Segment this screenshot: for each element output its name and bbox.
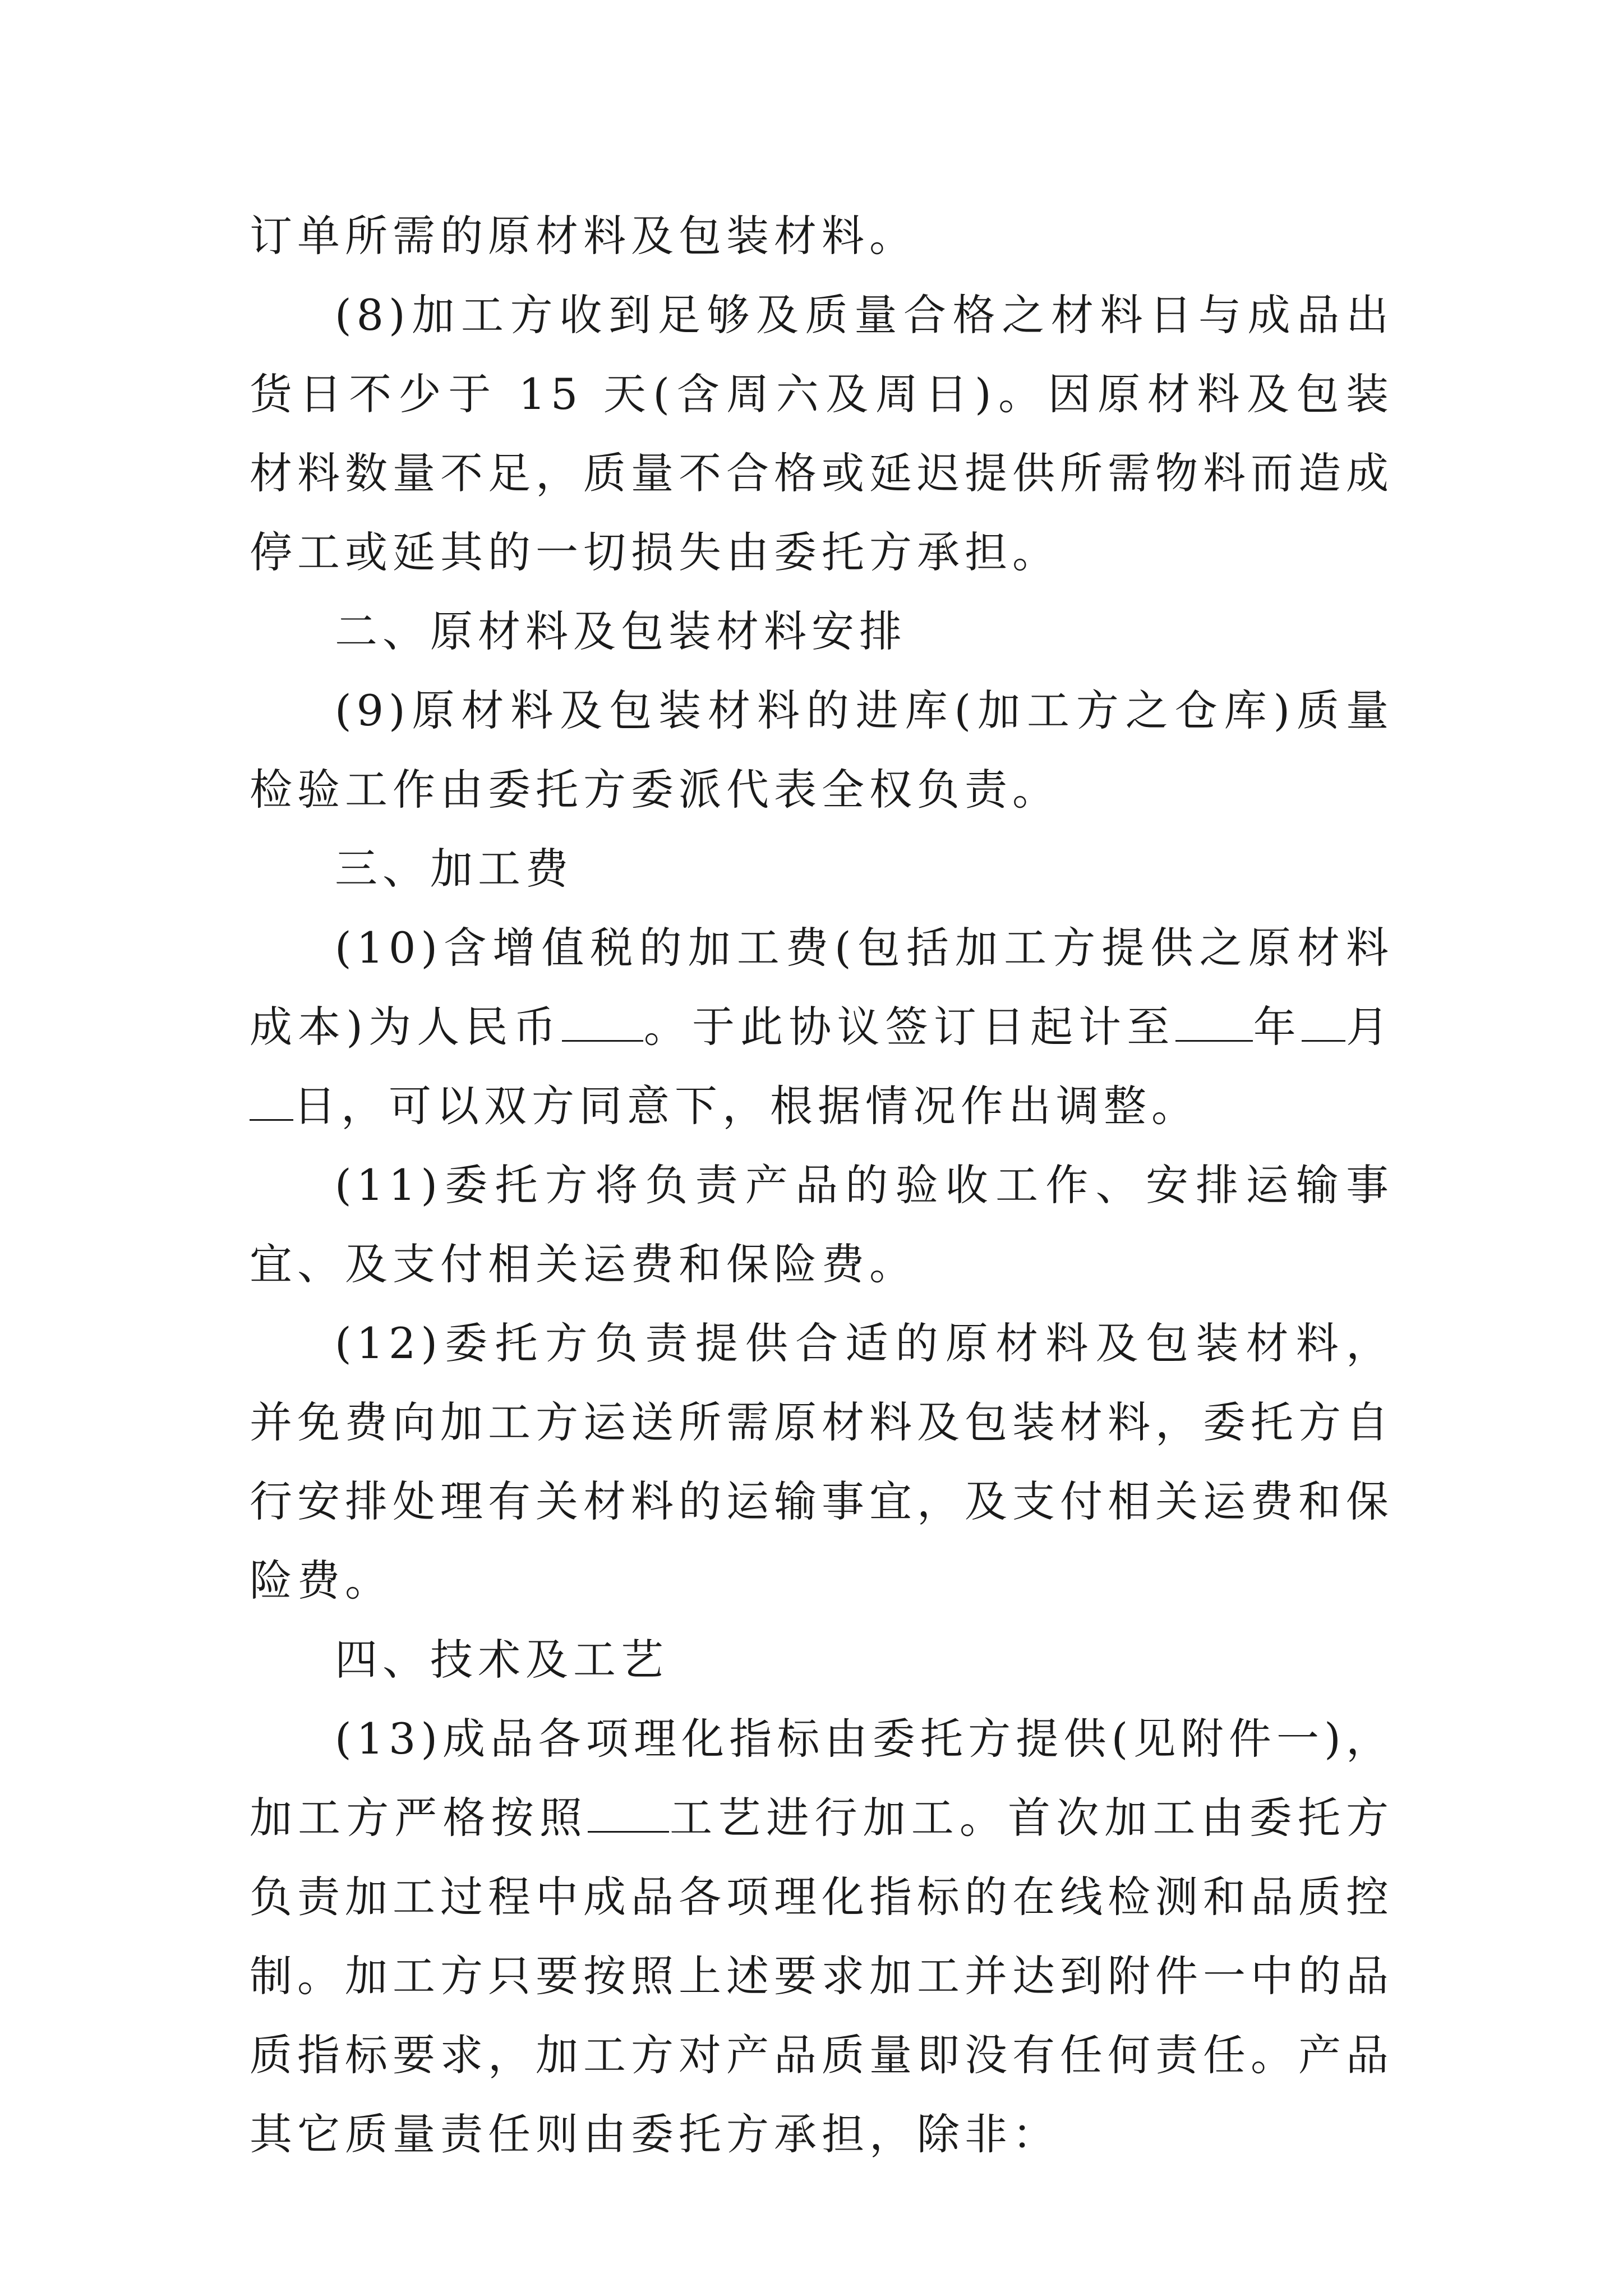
month-blank	[1302, 1005, 1345, 1042]
clause-10-text-1: (10)含增值税的加工费(包括加工方提供之原材料成本)为人民币	[250, 923, 1394, 1052]
clause-10-text-5: 日，可以双方同意下，根据情况作出调整。	[293, 1081, 1199, 1131]
clause-13	[250, 1699, 1394, 2174]
clause-13-text-2: 工艺进行加工。首次加工由委托方负责加工过程中成品各项理化指标的在线检测和品质控制。加工方只要按照上述要求加工并达到附件一中的品质指标要求，加工方对产品质量即没有任何责任。产品其它质量责任则由委托方承担，除非：	[250, 1793, 1394, 2159]
section-heading-technology: 四、技术及工艺	[335, 1635, 668, 1685]
process-blank	[588, 1796, 669, 1833]
clause-10	[250, 908, 1394, 1145]
section-heading-processing-fee: 三、加工费	[335, 844, 573, 894]
document-body	[250, 196, 1394, 2174]
clause-13-text-1: (13)成品各项理化指标由委托方提供(见附件一)，加工方严格按照	[250, 1714, 1394, 1843]
clause-10-year-label: 年	[1252, 1002, 1302, 1052]
clause-10-month-label: 月	[1345, 1002, 1394, 1052]
amount-blank	[562, 1005, 643, 1042]
clause-12: (12)委托方负责提供合适的原材料及包装材料，并免费向加工方运送所需原材料及包装材料，委托方自行安排处理有关材料的运输事宜，及支付相关运费和保险费。	[250, 1318, 1394, 1605]
clause-11: (11)委托方将负责产品的验收工作、安排运输事宜、及支付相关运费和保险费。	[250, 1160, 1394, 1289]
clause-9: (9)原材料及包装材料的进库(加工方之仓库)质量检验工作由委托方委派代表全权负责。	[250, 685, 1394, 815]
clause-8: (8)加工方收到足够及质量合格之材料日与成品出货日不少于 15 天(含周六及周日)。因原材料及包装材料数量不足，质量不合格或延迟提供所需物料而造成停工或延其的一切损失由委托方承担。	[250, 290, 1394, 577]
day-blank	[250, 1084, 293, 1121]
year-blank	[1175, 1005, 1253, 1042]
clause-10-text-2: 。于此协议签订日起计至	[643, 1002, 1175, 1052]
paragraph-continuation: 订单所需的原材料及包装材料。	[250, 211, 917, 261]
section-heading-raw-materials: 二、原材料及包装材料安排	[335, 606, 907, 656]
